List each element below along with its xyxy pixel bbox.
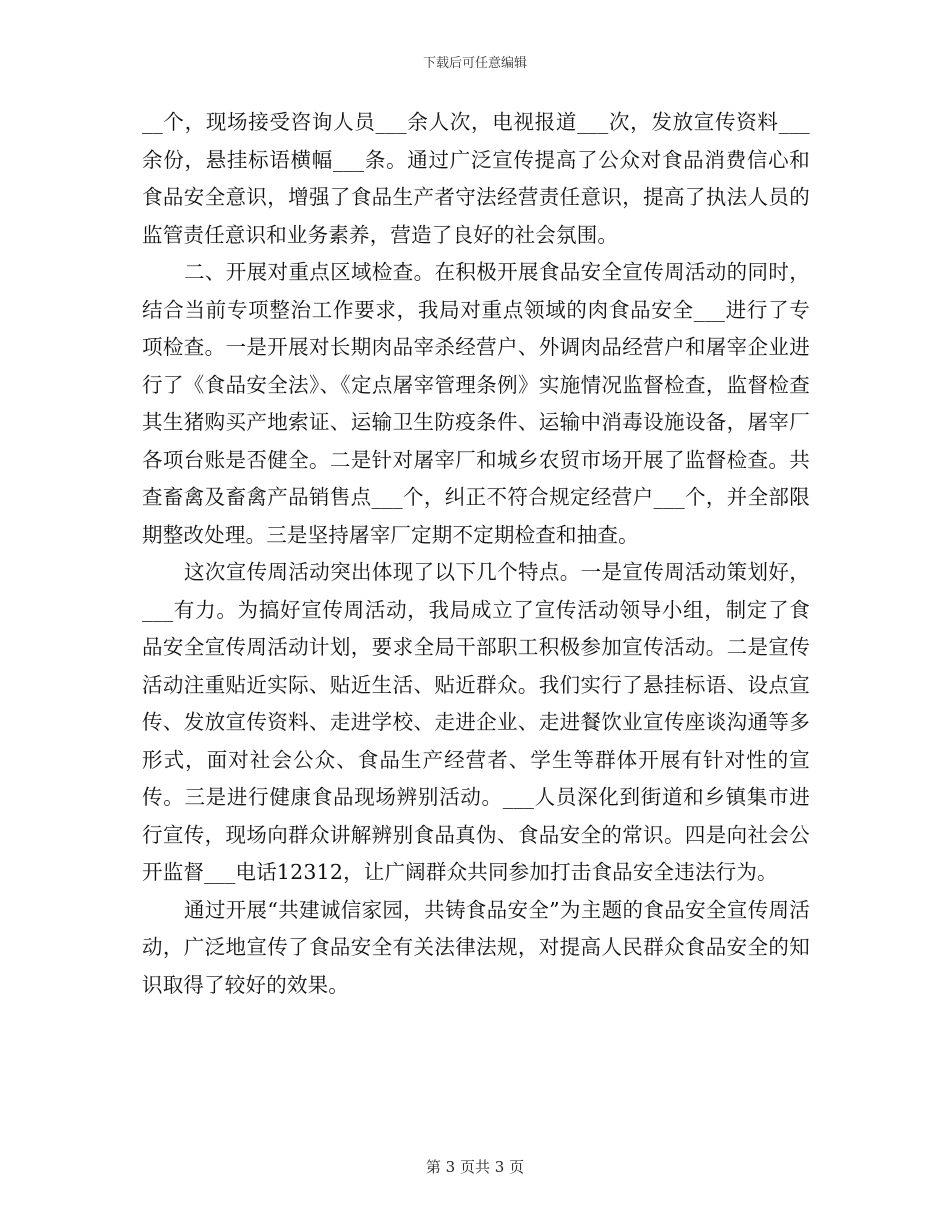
paragraph-continuation: __个，现场接受咨询人员___余人次，电视报道___次，发放宣传资料___余份，悬挂标语横幅___条。通过广泛宣传提高了公众对食品消费信心和食品安全意识，增强了食品生产者守法经营责任意识，提高了执法人员的监管责任意识和业务素养，营造了良好的社会氛围。 [142,110,810,247]
document-body [142,104,810,1004]
paragraph-key-area-inspection: 二、开展对重点区域检查。在积极开展食品安全宣传周活动的同时，结合当前专项整治工作要求，我局对重点领域的肉食品安全___进行了专项检查。一是开展对长期肉品宰杀经营户、外调肉品经营户和屠宰企业进行了《食品安全法》、《定点屠宰管理条例》实施情况监督检查，监督检查其生猪购买产地索证、运输卫生防疫条件、运输中消毒设施设备，屠宰厂各项台账是否健全。二是针对屠宰厂和城乡农贸市场开展了监督检查。共查畜禽及畜禽产品销售点___个，纠正不符合规定经营户___个，并全部限期整改处理。三是坚持屠宰厂定期不定期检查和抽查。 [142,260,810,547]
paragraph-campaign-features: 这次宣传周活动突出体现了以下几个特点。一是宣传周活动策划好，___有力。为搞好宣传周活动，我局成立了宣传活动领导小组，制定了食品安全宣传周活动计划，要求全局干部职工积极参加宣传活动。二是宣传活动注重贴近实际、贴近生活、贴近群众。我们实行了悬挂标语、设点宣传、发放宣传资料、走进学校、走进企业、走进餐饮业宣传座谈沟通等多形式，面对社会公众、食品生产经营者、学生等群体开展有针对性的宣传。三是进行健康食品现场辨别活动。___人员深化到街道和乡镇集市进行宣传，现场向群众讲解辨别食品真伪、食品安全的常识。四是向社会公开监督___电话12312，让广阔群众共同参加打击食品安全违法行为。 [142,560,810,884]
page-header: 下载后可任意编辑 [422,56,527,71]
page-number-footer: 第 3 页共 3 页 [425,1158,525,1176]
paragraph-conclusion: 通过开展“共建诚信家园，共铸食品安全”为主题的食品安全宣传周活动，广泛地宣传了食品安全有关法律法规，对提高人民群众食品安全的知识取得了较好的效果。 [142,897,810,997]
